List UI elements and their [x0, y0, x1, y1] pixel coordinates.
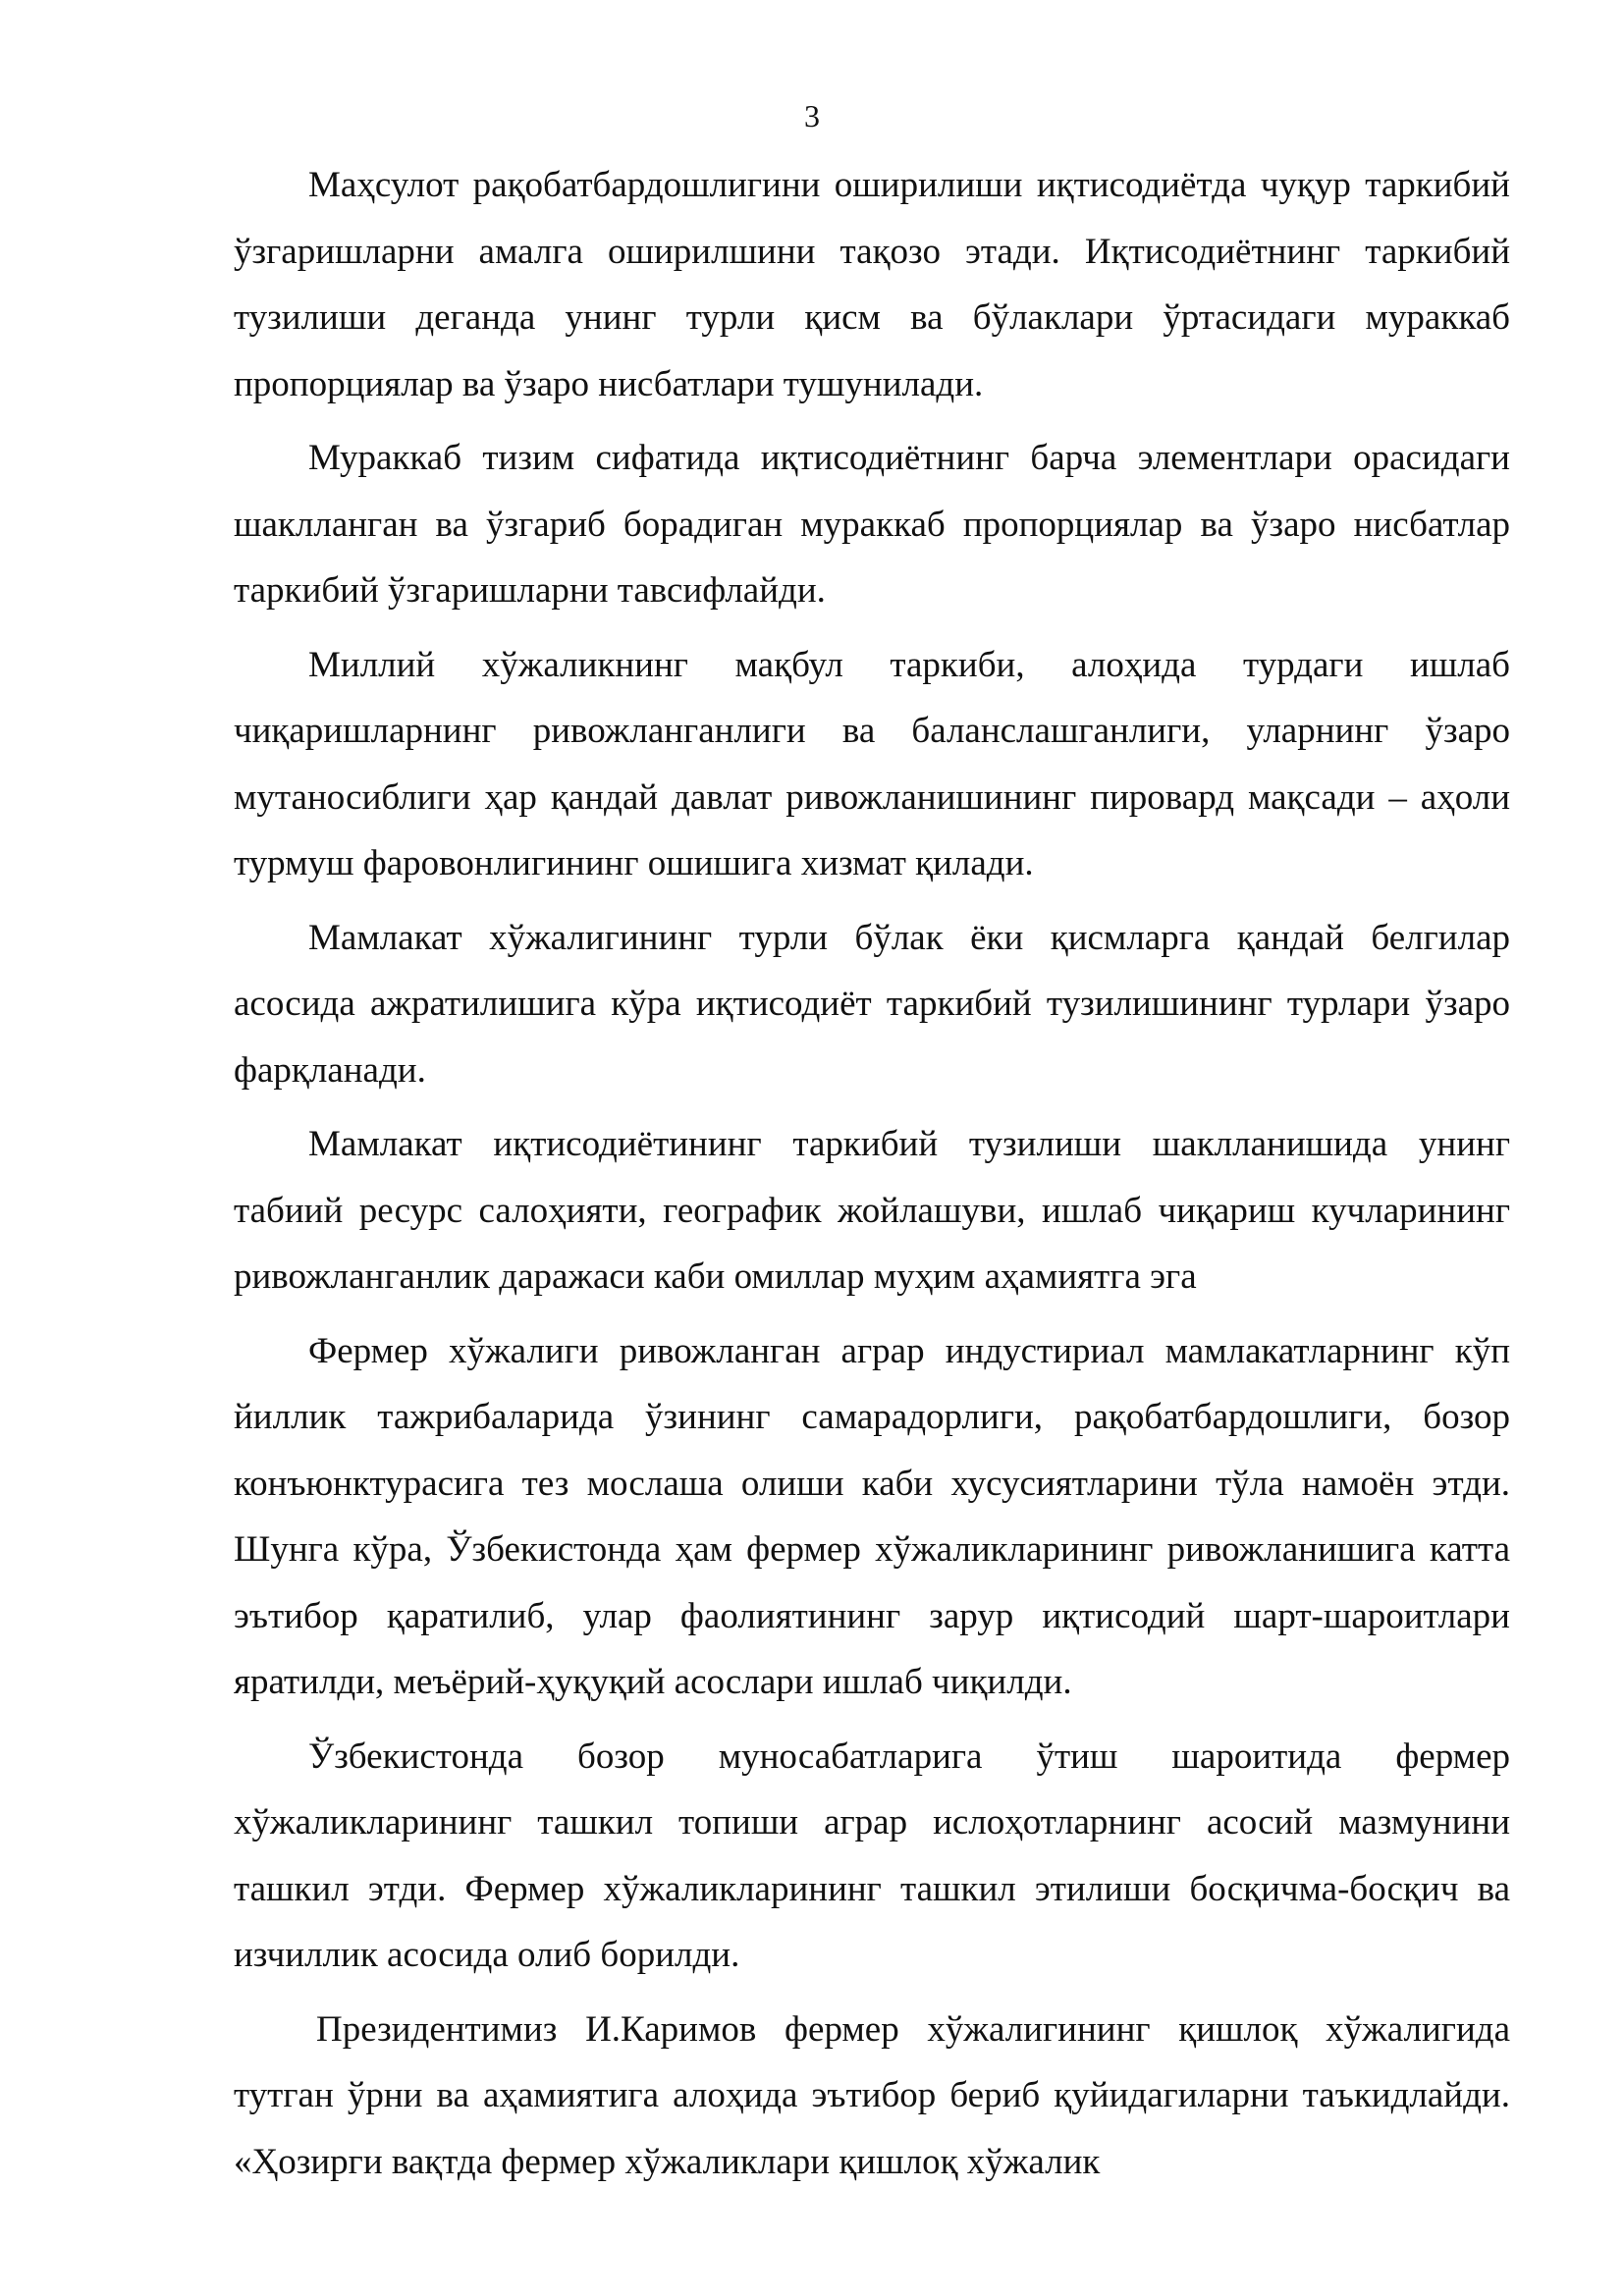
paragraph: Мамлакат хўжалигининг турли бўлак ёки қисмларга қандай белгилар асосида ажратилишига кўра иқтисодиёт таркибий тузилишининг турлари ўзаро фарқланади.	[234, 917, 1510, 1091]
paragraph: Мураккаб тизим сифатида иқтисодиётнинг барча элементлари орасидаги шаклланган ва ўзгариб борадиган мураккаб пропорциялар ва ўзаро нисбатлар таркибий ўзгаришларни тавсифлайди.	[234, 438, 1510, 611]
paragraph: Фермер хўжалиги ривожланган аграр индустириал мамлакатларнинг кўп йиллик тажрибаларида ўзининг самарадорлиги, рақобатбардошлиги, бозор конъюнктурасига тез мослаша олиши каби хусусиятларини тўла намоён этди. Шунга кўра, Ўзбекистонда ҳам фермер хўжаликларининг ривожланишига катта эътибор қаратилиб, улар фаолиятининг зарур иқтисодий шарт-шароитлари яратилди, меъёрий-ҳуқуқий асослари ишлаб чиқилди.	[234, 1330, 1510, 1702]
paragraph: Президентимиз И.Каримов фермер хўжалигининг қишлоқ хўжалигида тутган ўрни ва аҳамиятига алоҳида эътибор бериб қуйидагиларни таъкидлайди. «Ҳозирги вақтда фермер хўжаликлари қишлоқ хўжалик	[234, 2008, 1510, 2182]
paragraph: Миллий хўжаликнинг мақбул таркиби, алоҳида турдаги ишлаб чиқаришларнинг ривожланганлиги ва баланслашганлиги, уларнинг ўзаро мутаносиблиги ҳар қандай давлат ривожланишининг пировард мақсади – аҳоли турмуш фаровонлигининг ошишига хизмат қилади.	[234, 644, 1510, 883]
paragraph: Ўзбекистонда бозор муносабатларига ўтиш шароитида фермер хўжаликларининг ташкил топиши аграр ислоҳотларнинг асосий мазмунини ташкил этди. Фермер хўжаликларининг ташкил этилиши босқичма-босқич ва изчиллик асосида олиб борилди.	[234, 1735, 1510, 1975]
paragraph: Маҳсулот рақобатбардошлигини оширилиши иқтисодиётда чуқур таркибий ўзгаришларни амалга оширилшини тақозо этади. Иқтисодиётнинг таркибий тузилиши деганда унинг турли қисм ва бўлаклари ўртасидаги мураккаб пропорциялар ва ўзаро нисбатлари тушунилади.	[234, 165, 1510, 404]
page-number: 3	[804, 98, 820, 133]
body-text	[234, 152, 1510, 2203]
paragraph: Мамлакат иқтисодиётининг таркибий тузилиши шаклланишида унинг табиий ресурс салоҳияти, географик жойлашуви, ишлаб чиқариш кучларининг ривожланганлик даражаси каби омиллар муҳим аҳамиятга эга	[234, 1124, 1510, 1297]
